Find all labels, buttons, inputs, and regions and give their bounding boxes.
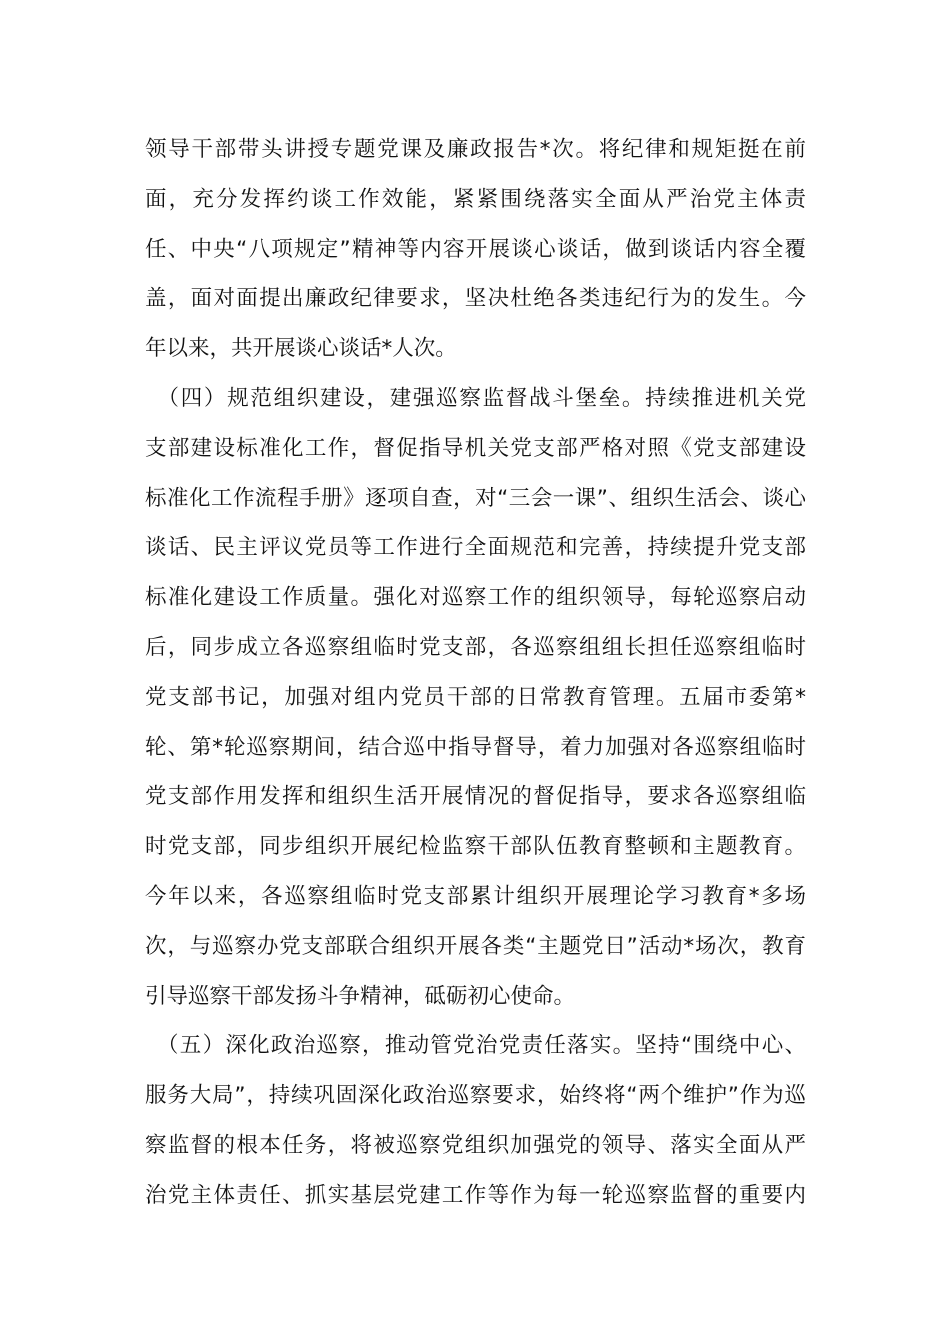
- text-line: 领导干部带头讲授专题党课及廉政报告*次。将纪律和规矩挺在前: [145, 137, 806, 162]
- paragraph: [145, 374, 806, 1021]
- text-line: 次，与巡察办党支部联合组织开展各类“主题党日”活动*场次，教育: [145, 933, 806, 959]
- document-page: [145, 125, 806, 1221]
- text-line: 谈话、民主评议党员等工作进行全面规范和完善，持续提升党支部: [145, 535, 806, 561]
- text-line: （五）深化政治巡察，推动管党治党责任落实。坚持“围绕中心、: [145, 1033, 806, 1059]
- text-line: 标准化工作流程手册》逐项自查，对“三会一课”、组织生活会、谈心: [145, 485, 806, 511]
- text-line: 党支部书记，加强对组内党员干部的日常教育管理。五届市委第*: [145, 684, 806, 710]
- text-line: 治党主体责任、抓实基层党建工作等作为每一轮巡察监督的重要内: [145, 1182, 806, 1208]
- text-line: 今年以来，各巡察组临时党支部累计组织开展理论学习教育*多场: [145, 883, 806, 909]
- text-line: 盖，面对面提出廉政纪律要求，坚决杜绝各类违纪行为的发生。今: [145, 286, 806, 312]
- paragraph: [145, 125, 806, 374]
- paragraph: [145, 1021, 806, 1220]
- text-line: 面，充分发挥约谈工作效能，紧紧围绕落实全面从严治党主体责: [145, 186, 806, 212]
- text-line: 时党支部，同步组织开展纪检监察干部队伍教育整顿和主题教育。: [145, 834, 806, 860]
- text-line: （四）规范组织建设，建强巡察监督战斗堡垒。持续推进机关党: [145, 385, 806, 411]
- text-line: 引导巡察干部发扬斗争精神，砥砺初心使命。: [145, 983, 576, 1009]
- text-line: 标准化建设工作质量。强化对巡察工作的组织领导，每轮巡察启动: [145, 585, 806, 611]
- text-line: 支部建设标准化工作，督促指导机关党支部严格对照《党支部建设: [145, 435, 806, 461]
- text-line: 察监督的根本任务，将被巡察党组织加强党的领导、落实全面从严: [145, 1132, 806, 1158]
- text-line: 后，同步成立各巡察组临时党支部，各巡察组组长担任巡察组临时: [145, 634, 806, 660]
- text-line: 党支部作用发挥和组织生活开展情况的督促指导，要求各巡察组临: [145, 784, 806, 810]
- text-line: 服务大局”，持续巩固深化政治巡察要求，始终将“两个维护”作为巡: [145, 1083, 806, 1109]
- text-line: 年以来，共开展谈心谈话*人次。: [145, 336, 457, 362]
- text-line: 任、中央“八项规定”精神等内容开展谈心谈话，做到谈话内容全覆: [145, 236, 806, 262]
- text-line: 轮、第*轮巡察期间，结合巡中指导督导，着力加强对各巡察组临时: [145, 734, 806, 760]
